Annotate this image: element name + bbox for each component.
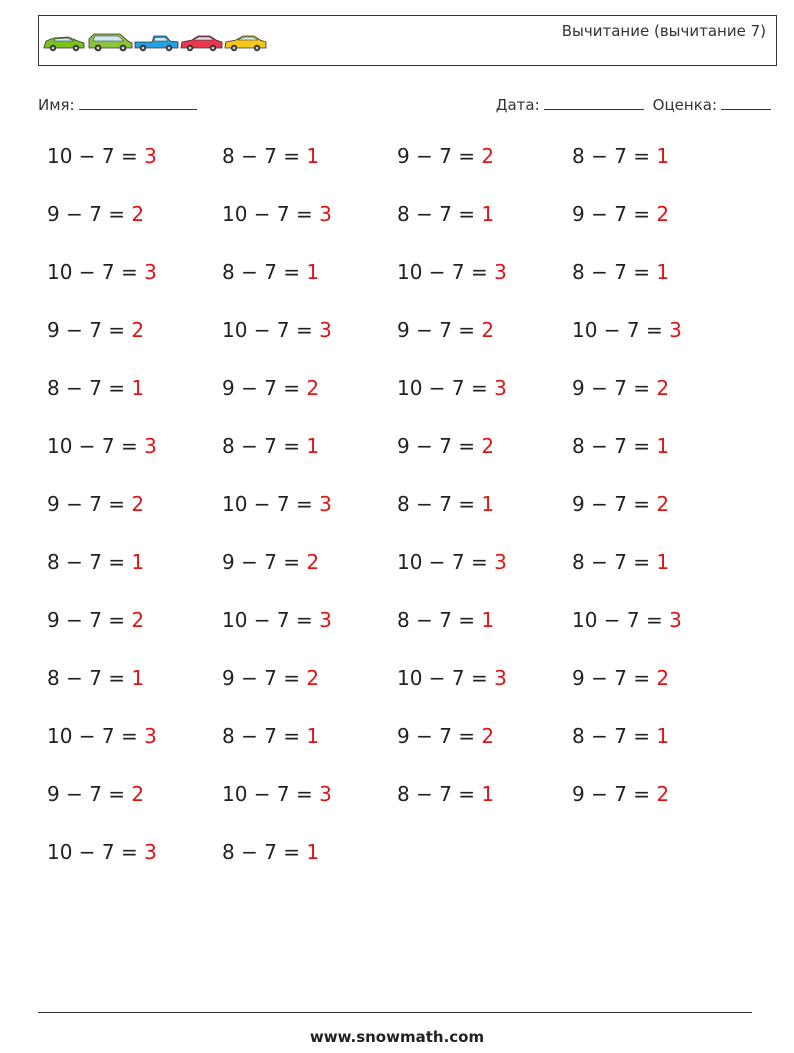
- problem: [47, 260, 157, 284]
- problem: [397, 492, 494, 516]
- problem-answer: 1: [306, 260, 320, 284]
- problem: [47, 492, 144, 516]
- problem-row: [47, 376, 767, 434]
- problem-answer: 3: [494, 376, 507, 400]
- problem-question: 10 − 7 =: [222, 608, 320, 632]
- problem: [222, 260, 319, 284]
- car-pickup-icon: [135, 36, 178, 51]
- problem-question: 9 − 7 =: [572, 782, 657, 806]
- problem-row: [47, 840, 767, 898]
- problem: [222, 318, 332, 342]
- problem-question: 9 − 7 =: [572, 666, 657, 690]
- problem-question: 9 − 7 =: [572, 376, 657, 400]
- problem-question: 10 − 7 =: [397, 550, 495, 574]
- problem-answer: 2: [131, 782, 145, 806]
- problem-answer: 1: [481, 492, 495, 516]
- problem: [397, 202, 494, 226]
- problem-question: 9 − 7 =: [397, 434, 482, 458]
- header-box: [38, 15, 777, 66]
- problem-grid: [47, 144, 767, 898]
- problem: [222, 608, 332, 632]
- problem-row: [47, 144, 767, 202]
- problem: [572, 608, 682, 632]
- problem: [47, 724, 157, 748]
- problem: [222, 666, 319, 690]
- problem: [572, 666, 669, 690]
- problem: [222, 492, 332, 516]
- problem-question: 9 − 7 =: [572, 492, 657, 516]
- problem-answer: 3: [494, 260, 507, 284]
- problem: [222, 550, 319, 574]
- name-field[interactable]: [38, 95, 197, 114]
- problem-question: 10 − 7 =: [47, 260, 145, 284]
- problem-answer: 1: [306, 434, 320, 458]
- problem-question: 9 − 7 =: [47, 782, 132, 806]
- problem-answer: 3: [144, 840, 157, 864]
- problem-answer: 1: [306, 144, 320, 168]
- problem: [572, 434, 669, 458]
- footer-url: www.snowmath.com: [309, 1028, 485, 1046]
- problem-row: [47, 202, 767, 260]
- problem-answer: 1: [481, 202, 495, 226]
- problem-answer: 2: [131, 318, 145, 342]
- car-green-icon: [44, 37, 84, 51]
- problem: [397, 376, 507, 400]
- car-red-icon: [181, 36, 222, 51]
- problem-row: [47, 434, 767, 492]
- problem-answer: 3: [494, 666, 507, 690]
- problem-question: 8 − 7 =: [222, 144, 307, 168]
- problem: [222, 782, 332, 806]
- problem-answer: 2: [656, 492, 670, 516]
- problem: [397, 666, 507, 690]
- problem-question: 8 − 7 =: [397, 782, 482, 806]
- problem-question: 10 − 7 =: [397, 376, 495, 400]
- problem: [572, 782, 669, 806]
- problem: [222, 840, 319, 864]
- problem: [222, 202, 332, 226]
- problem-question: 9 − 7 =: [572, 202, 657, 226]
- problem-question: 10 − 7 =: [572, 608, 670, 632]
- problem-question: 9 − 7 =: [222, 376, 307, 400]
- worksheet-title: Вычитание (вычитание 7): [561, 22, 766, 40]
- problem-row: [47, 318, 767, 376]
- problem-question: 8 − 7 =: [47, 666, 132, 690]
- name-blank-line[interactable]: [79, 95, 197, 110]
- problem-answer: 3: [144, 260, 157, 284]
- problem: [222, 434, 319, 458]
- car-van-icon: [89, 34, 132, 51]
- problem-question: 8 − 7 =: [397, 202, 482, 226]
- problem-answer: 2: [131, 608, 145, 632]
- problem: [572, 550, 669, 574]
- problem-answer: 1: [131, 550, 145, 574]
- problem: [47, 376, 144, 400]
- problem-answer: 3: [669, 318, 682, 342]
- problem-question: 10 − 7 =: [222, 318, 320, 342]
- problem-question: 10 − 7 =: [572, 318, 670, 342]
- problem-answer: 2: [306, 376, 320, 400]
- problem-answer: 1: [131, 376, 145, 400]
- date-label: Дата:: [495, 96, 540, 114]
- problem-question: 9 − 7 =: [222, 550, 307, 574]
- problem-answer: 2: [481, 318, 495, 342]
- problem-answer: 2: [656, 202, 670, 226]
- problem-question: 8 − 7 =: [572, 434, 657, 458]
- name-label: Имя:: [38, 96, 75, 114]
- footer-divider: [38, 1012, 752, 1013]
- problem-answer: 2: [481, 434, 495, 458]
- car-yellow-icon: [225, 36, 266, 51]
- problem-answer: 3: [144, 144, 157, 168]
- problem-question: 9 − 7 =: [47, 318, 132, 342]
- problem-question: 9 − 7 =: [397, 318, 482, 342]
- problem-answer: 1: [656, 724, 670, 748]
- problem: [397, 550, 507, 574]
- problem-question: 8 − 7 =: [572, 724, 657, 748]
- problem-question: 8 − 7 =: [222, 434, 307, 458]
- problem-answer: 3: [669, 608, 682, 632]
- cars-icon: [42, 30, 268, 54]
- problem: [397, 260, 507, 284]
- problem-answer: 1: [656, 144, 670, 168]
- problem-question: 10 − 7 =: [222, 782, 320, 806]
- date-score-fields: [496, 95, 771, 114]
- problem: [572, 318, 682, 342]
- problem-row: [47, 666, 767, 724]
- problem: [397, 608, 494, 632]
- problem: [47, 318, 144, 342]
- problem-question: 10 − 7 =: [47, 144, 145, 168]
- problem-row: [47, 550, 767, 608]
- problem: [47, 608, 144, 632]
- problem-question: 8 − 7 =: [572, 144, 657, 168]
- problem: [397, 144, 494, 168]
- problem: [47, 782, 144, 806]
- score-blank-line[interactable]: [721, 95, 771, 110]
- problem: [222, 724, 319, 748]
- problem-row: [47, 492, 767, 550]
- problem-row: [47, 608, 767, 666]
- problem: [47, 434, 157, 458]
- problem: [47, 666, 144, 690]
- problem: [47, 144, 157, 168]
- problem-question: 8 − 7 =: [572, 260, 657, 284]
- problem-question: 10 − 7 =: [47, 434, 145, 458]
- problem: [397, 724, 494, 748]
- problem-answer: 3: [319, 202, 332, 226]
- problem-row: [47, 782, 767, 840]
- problem: [47, 840, 157, 864]
- score-label: Оценка:: [652, 96, 717, 114]
- problem: [572, 492, 669, 516]
- problem: [397, 434, 494, 458]
- problem-question: 8 − 7 =: [47, 550, 132, 574]
- problem-question: 10 − 7 =: [222, 492, 320, 516]
- problem-question: 8 − 7 =: [397, 608, 482, 632]
- problem-answer: 3: [319, 492, 332, 516]
- problem-question: 9 − 7 =: [47, 202, 132, 226]
- problem-answer: 1: [656, 434, 670, 458]
- problem-question: 8 − 7 =: [222, 724, 307, 748]
- problem-question: 8 − 7 =: [47, 376, 132, 400]
- problem-answer: 3: [319, 608, 332, 632]
- problem: [222, 144, 319, 168]
- problem-answer: 2: [306, 666, 320, 690]
- problem-question: 10 − 7 =: [397, 666, 495, 690]
- form-row: [38, 95, 771, 117]
- problem-question: 9 − 7 =: [47, 492, 132, 516]
- problem-answer: 2: [656, 782, 670, 806]
- problem-question: 8 − 7 =: [222, 260, 307, 284]
- problem-answer: 3: [144, 724, 157, 748]
- problem-answer: 2: [131, 492, 145, 516]
- problem-answer: 1: [656, 550, 670, 574]
- problem-answer: 2: [656, 376, 670, 400]
- problem-answer: 3: [319, 782, 332, 806]
- problem-answer: 1: [481, 608, 495, 632]
- problem-answer: 1: [306, 724, 320, 748]
- problem-question: 9 − 7 =: [397, 724, 482, 748]
- problem-answer: 1: [656, 260, 670, 284]
- problem: [397, 318, 494, 342]
- problem-answer: 2: [131, 202, 145, 226]
- problem-answer: 2: [656, 666, 670, 690]
- problem-answer: 2: [306, 550, 320, 574]
- problem-row: [47, 724, 767, 782]
- problem-row: [47, 260, 767, 318]
- problem-answer: 3: [144, 434, 157, 458]
- problem-answer: 1: [481, 782, 495, 806]
- problem-question: 9 − 7 =: [397, 144, 482, 168]
- problem-question: 10 − 7 =: [397, 260, 495, 284]
- problem: [572, 144, 669, 168]
- problem-question: 8 − 7 =: [397, 492, 482, 516]
- cars-illustration: [42, 30, 268, 54]
- problem-answer: 2: [481, 724, 495, 748]
- problem-question: 10 − 7 =: [47, 840, 145, 864]
- problem-answer: 3: [319, 318, 332, 342]
- problem-answer: 2: [481, 144, 495, 168]
- problem-question: 8 − 7 =: [222, 840, 307, 864]
- problem-question: 9 − 7 =: [222, 666, 307, 690]
- problem: [572, 376, 669, 400]
- problem-question: 10 − 7 =: [47, 724, 145, 748]
- problem-question: 8 − 7 =: [572, 550, 657, 574]
- problem-answer: 1: [306, 840, 320, 864]
- date-blank-line[interactable]: [544, 95, 644, 110]
- problem-question: 10 − 7 =: [222, 202, 320, 226]
- problem-answer: 3: [494, 550, 507, 574]
- problem: [222, 376, 319, 400]
- problem: [572, 202, 669, 226]
- problem: [47, 202, 144, 226]
- problem: [397, 782, 494, 806]
- problem-answer: 1: [131, 666, 145, 690]
- problem: [47, 550, 144, 574]
- problem: [572, 260, 669, 284]
- problem-question: 9 − 7 =: [47, 608, 132, 632]
- problem: [572, 724, 669, 748]
